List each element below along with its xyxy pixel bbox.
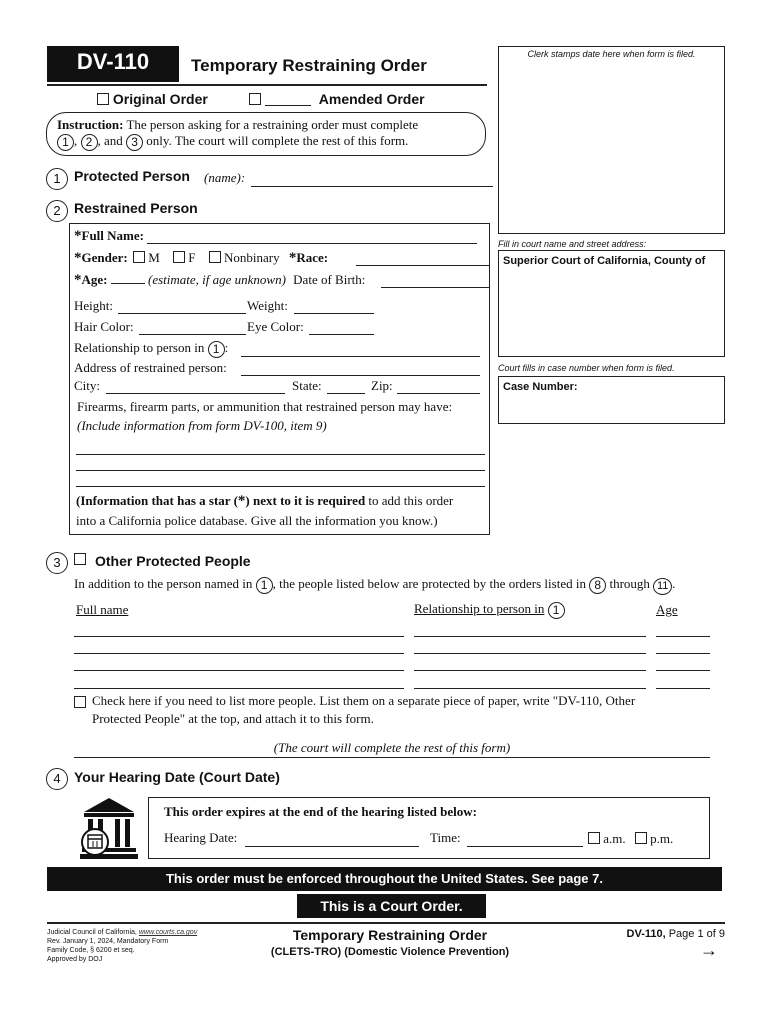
more-people-line-1: Check here if you need to list more people. List them on a separate piece of paper, write "DV-110, Other [92,693,636,708]
full-name-row [74,228,144,245]
pm-checkbox[interactable] [635,832,647,844]
other-relationship-field[interactable] [414,653,646,654]
star-info-rest: to add this order [368,493,454,508]
col-relationship-label: Relationship to person in [414,601,545,616]
required-star: * [74,250,82,266]
case-number-label: Case Number: [503,381,578,393]
time-field[interactable] [467,846,583,847]
section-4-heading [46,768,68,790]
item-1-ref: 1 [57,134,74,151]
footer-code: Family Code, § 6200 et seq. [47,947,135,954]
protected-person-name-field[interactable] [251,186,493,187]
footer-page-number: Page 1 of 9 [668,928,725,940]
footer-url-link[interactable]: www.courts.ca.gov [138,929,198,936]
firearms-label: Firearms, firearm parts, or ammunition that restrained person may have: [77,399,453,414]
firearms-field-line-2[interactable] [76,470,485,471]
firearms-hint: (Include information from form DV-100, item 9) [77,418,327,433]
full-name-label: Full Name: [81,228,144,243]
item-11-ref: 11 [653,578,672,595]
gender-label: Gender: [81,250,128,265]
zip-field[interactable] [397,393,480,394]
expires-text: This order expires at the end of the hearing listed below: [164,804,477,819]
form-id: DV-110 [76,49,150,74]
col-age: Age [656,602,678,617]
court-address-label: Fill in court name and street address: [498,239,647,249]
section-3-number: 3 [46,552,68,574]
section-1-name-hint: (name): [204,170,246,185]
intro-text: In addition to the person named in [74,576,253,591]
gender-f-label: F [188,250,196,265]
court-completes-note: (The court will complete the rest of this form) [273,740,511,755]
gender-m-checkbox[interactable] [133,251,145,263]
footer-form-id: DV-110, [626,928,666,940]
section-1-number: 1 [46,168,68,190]
footer-rule [47,922,725,924]
court-note-rule [74,757,710,758]
section-1-title: Protected Person [74,168,190,184]
courthouse-icon [78,796,140,862]
original-order-label: Original Order [112,91,208,107]
gender-nonbinary-checkbox[interactable] [209,251,221,263]
col-full-name: Full name [76,602,129,617]
case-number-hint: Court fills in case number when form is filed. [498,363,675,373]
state-label: State: [292,378,322,393]
gender-m-label: M [148,250,160,265]
full-name-field[interactable] [147,243,477,244]
next-page-arrow-icon[interactable]: → [700,940,718,960]
other-age-field[interactable] [656,688,710,689]
more-people-checkbox-wrap [74,695,86,711]
address-field[interactable] [241,375,480,376]
footer-page [600,928,725,940]
age-label: Age: [81,272,108,287]
section-2-title: Restrained Person [74,200,198,216]
enforced-banner: This order must be enforced throughout the United States. See page 7. [47,867,722,891]
other-name-field[interactable] [74,670,404,671]
relationship-field[interactable] [241,356,480,357]
more-people-checkbox[interactable] [74,696,86,708]
star-info-line-1 [76,493,453,510]
amended-order-checkbox[interactable] [249,93,261,105]
section-3-title: Other Protected People [95,553,251,569]
required-star: * [74,228,82,244]
city-label: City: [74,378,101,393]
clerk-stamp-label: Clerk stamps date here when form is filed. [527,49,696,59]
other-protected-checkbox[interactable] [74,553,86,565]
required-star: * [288,250,297,266]
header-rule [47,84,487,86]
restrained-person-box [69,223,490,535]
race-field[interactable] [356,265,490,266]
address-label: Address of restrained person: [74,360,227,375]
other-name-field[interactable] [74,653,404,654]
age-row [74,272,365,289]
amended-order-label: Amended Order [318,91,425,107]
original-order-checkbox[interactable] [97,93,109,105]
item-2-ref: 2 [81,134,98,151]
instruction-line-2 [57,133,408,151]
item-3-ref: 3 [126,134,143,151]
court-name: Superior Court of California, County of [503,255,706,267]
weight-label: Weight: [247,298,288,313]
footer-title: Temporary Restraining Order [292,927,488,943]
pm-label: p.m. [650,831,674,846]
other-relationship-field[interactable] [414,670,646,671]
weight-field[interactable] [294,313,374,314]
am-label: a.m. [603,831,626,846]
other-age-field[interactable] [656,653,710,654]
footer-council-line [47,928,197,937]
star-info-line-2: into a California police database. Give all the information you know.) [76,513,438,528]
star-info-bold-1: (Information that has a star ( [76,493,238,508]
item-1-ref: 1 [256,577,273,594]
am-pm-row [588,831,673,847]
dob-label: Date of Birth: [293,272,366,287]
intro-text: through [609,576,650,591]
section-2-number: 2 [46,200,68,222]
section-4-number: 4 [46,768,68,790]
firearms-field-line-3[interactable] [76,486,485,487]
other-relationship-field[interactable] [414,636,646,637]
form-title: Temporary Restraining Order [191,56,427,75]
race-label: Race: [296,250,329,265]
other-relationship-field[interactable] [414,688,646,689]
item-1-ref: 1 [208,341,225,358]
other-age-field[interactable] [656,636,710,637]
relationship-label: Relationship to person in [74,340,205,355]
intro-text: . [672,576,676,591]
instruction-line-1 [57,117,418,133]
footer-council: Judicial Council of California, [47,929,137,936]
clerk-stamp-box[interactable] [498,46,725,234]
footer-left [47,928,197,964]
hearing-date-label: Hearing Date: [164,830,238,845]
city-field[interactable] [106,393,285,394]
instruction-sep: , and [97,133,123,148]
section-4-title: Your Hearing Date (Court Date) [74,769,280,785]
required-star: * [237,493,246,509]
age-field[interactable] [111,274,145,284]
item-1-ref: 1 [548,602,565,619]
gender-nonbinary-label: Nonbinary [224,250,280,265]
court-order-banner: This is a Court Order. [297,894,486,918]
state-field[interactable] [327,393,365,394]
zip-label: Zip: [371,378,393,393]
hair-label: Hair Color: [74,319,134,334]
relationship-row [74,340,228,358]
dob-field[interactable] [381,287,490,288]
item-8-ref: 8 [589,577,606,594]
hair-field[interactable] [139,334,246,335]
am-checkbox[interactable] [588,832,600,844]
section-3-intro [74,576,675,595]
time-label: Time: [430,830,461,845]
section-2-heading [46,200,68,222]
height-label: Height: [74,298,113,313]
star-info-bold-2: ) next to it is required [245,493,366,508]
relationship-colon: : [224,340,229,355]
age-hint: (estimate, if age unknown) [148,272,286,287]
col-relationship [414,601,565,619]
section-3-heading [46,552,86,574]
hearing-date-field[interactable] [245,846,419,847]
footer-subtitle: (CLETS-TRO) (Domestic Violence Prevention) [270,946,510,958]
section-1-heading [46,168,68,190]
more-people-line-2: Protected People" at the top, and attach it to this form. [92,711,374,726]
gender-f-checkbox[interactable] [173,251,185,263]
amended-order-number-field[interactable] [265,94,311,106]
footer-rev: Rev. January 1, 2024, Mandatory Form [47,938,169,945]
order-type-row [97,91,208,107]
instruction-text: The person asking for a restraining order must complete [126,117,419,132]
other-name-field[interactable] [74,688,404,689]
eye-label: Eye Color: [247,319,304,334]
eye-field[interactable] [309,334,374,335]
intro-text: , the people listed below are protected by the orders listed in [272,576,586,591]
instruction-label: Instruction: [57,117,124,132]
required-star: * [74,272,82,288]
instruction-rest: only. The court will complete the rest of this form. [146,133,409,148]
gender-row [74,250,328,267]
firearms-field-line-1[interactable] [76,454,485,455]
height-field[interactable] [118,313,246,314]
other-age-field[interactable] [656,670,710,671]
other-name-field[interactable] [74,636,404,637]
footer-approved: Approved by DOJ [47,956,103,963]
instruction-sep: , [74,133,78,148]
amended-order-row [249,91,425,107]
